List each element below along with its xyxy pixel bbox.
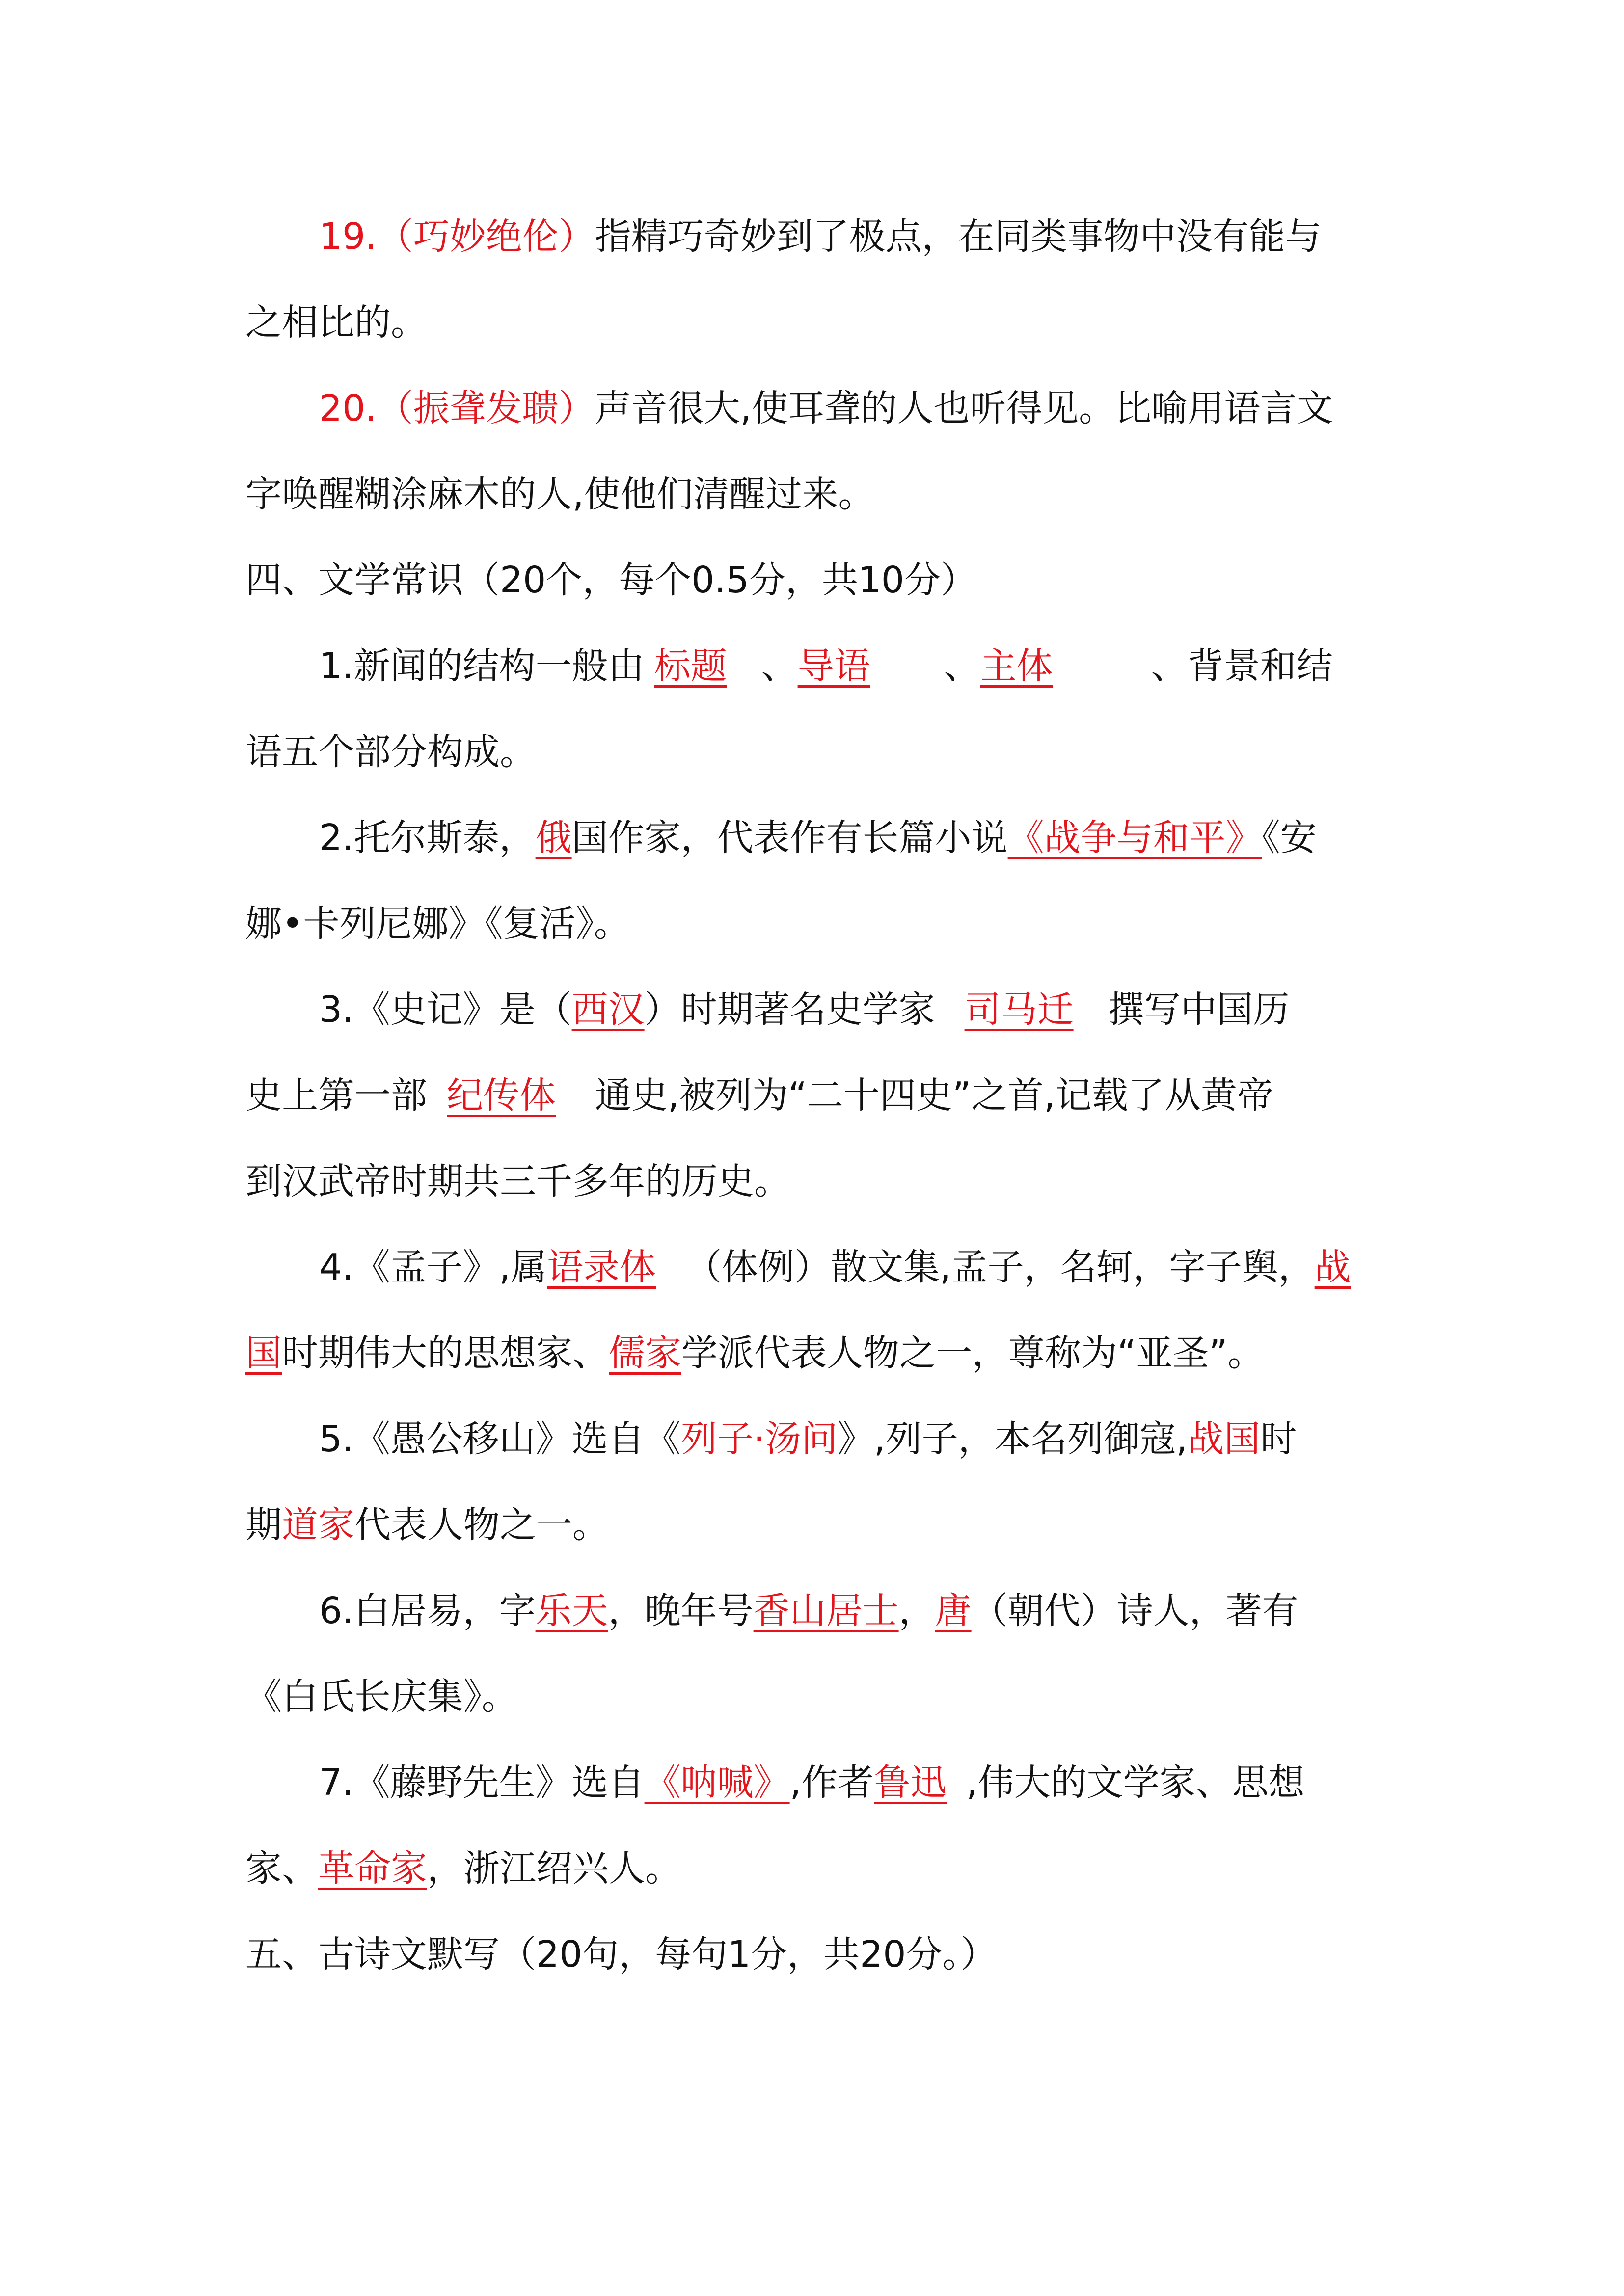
item-7-line-1 (319, 1762, 1305, 1804)
item-2-text-cont: 娜•卡列尼娜》《复活》。 (245, 903, 630, 945)
item-6-text: 6.白居易，字 (319, 1590, 536, 1632)
item-1-text: 1.新闻的结构一般由 (319, 645, 645, 687)
item-2-text: 2.托尔斯泰， (319, 817, 536, 859)
item-6-text-mid: ，晚年号 (608, 1590, 754, 1632)
item-2-text-end: 《安 (1262, 817, 1317, 859)
item-4-text-mid: （体例）散文集,孟子，名轲，字子舆， (685, 1246, 1315, 1288)
item-7-text-mid: ,作者 (789, 1762, 874, 1804)
item-7-answer-collection: 《呐喊》 (644, 1762, 790, 1804)
item-3-answer-author: 司马迁 (964, 988, 1074, 1031)
item-4-text-cont: 时期伟大的思想家、 (282, 1332, 609, 1374)
item-5-text-end: 时 (1260, 1418, 1297, 1460)
item-4-line-1 (319, 1246, 1351, 1288)
q19-definition: 指精巧奇妙到了极点，在同类事物中没有能与 (595, 215, 1322, 258)
q19-line-1 (319, 215, 1322, 258)
item-3-text-cont-2: 通史,被列为“二十四史”之首,记载了从黄帝 (595, 1074, 1273, 1117)
item-6-line-1 (319, 1590, 1299, 1632)
item-7-line-2 (245, 1847, 681, 1890)
q20-answer: 振聋发聩 (413, 387, 559, 429)
q19-definition-cont: 之相比的。 (245, 301, 427, 344)
item-1-answer-body: 主体 (980, 645, 1053, 687)
item-5-answer-school: 道家 (282, 1504, 354, 1546)
item-3-text: 3.《史记》是（ (319, 988, 572, 1031)
item-3-line-2 (245, 1074, 1273, 1117)
item-5-text-mid: 》,列子，本名列御寇, (838, 1418, 1188, 1460)
item-4-answer-style: 语录体 (547, 1246, 656, 1288)
item-3-text-cont: 史上第一部 (245, 1074, 427, 1117)
item-2-text-mid: 国作家，代表作有长篇小说 (571, 817, 1008, 859)
item-1-text-cont: 语五个部分构成。 (245, 731, 536, 773)
q20-close-paren: ） (558, 387, 595, 429)
item-2-answer-country: 俄 (535, 817, 572, 859)
q19-answer: 巧妙绝伦 (413, 215, 559, 258)
item-4-text: 4.《孟子》,属 (319, 1246, 547, 1288)
item-3-line-1 (319, 988, 1290, 1031)
item-1-sep: 、 (761, 645, 798, 687)
item-4-answer-period-part-1: 战 (1314, 1246, 1351, 1288)
item-6-answer-courtesy-name: 乐天 (535, 1590, 608, 1632)
item-2-line-1 (319, 817, 1317, 859)
q20-definition: 声音很大,使耳聋的人也听得见。比喻用语言文 (595, 387, 1333, 429)
item-6-text-end: （朝代）诗人，著有 (971, 1590, 1299, 1632)
item-4-line-2 (245, 1332, 1264, 1374)
item-1-answer-lead: 导语 (797, 645, 870, 687)
item-5-line-2 (245, 1504, 609, 1546)
item-6-answer-pseudonym: 香山居士 (753, 1590, 899, 1632)
section-4-title: 四、文学常识（20个，每个0.5分，共10分） (245, 559, 977, 601)
item-5-text-cont: 期 (245, 1504, 282, 1546)
item-7-text-cont: 家、 (245, 1847, 318, 1890)
item-6-sep: ， (898, 1590, 935, 1632)
item-1-line-2 (245, 731, 536, 773)
item-6-answer-dynasty: 唐 (935, 1590, 972, 1632)
item-3-text-end: 撰写中国历 (1108, 988, 1290, 1031)
item-4-answer-school: 儒家 (609, 1332, 681, 1374)
item-2-line-2 (245, 903, 630, 945)
item-6-text-cont: 《白氏长庆集》。 (245, 1676, 518, 1718)
item-3-line-3 (245, 1160, 790, 1202)
item-1-sep-2: 、 (944, 645, 980, 687)
q19-close-paren: ） (558, 215, 595, 258)
section-4-heading (245, 559, 977, 601)
q20-line-1 (319, 387, 1333, 429)
q20-line-2 (245, 473, 875, 515)
item-5-line-1 (319, 1418, 1297, 1460)
item-1-answer-title: 标题 (654, 645, 727, 687)
item-4-text-end: 学派代表人物之一，尊称为“亚圣”。 (681, 1332, 1264, 1374)
item-5-text: 5.《愚公移山》选自《 (319, 1418, 681, 1460)
item-5-answer-source: 列子·汤问 (680, 1418, 838, 1460)
section-5-heading (245, 1933, 997, 1976)
item-6-line-2 (245, 1676, 518, 1718)
item-7-answer-identity: 革命家 (318, 1847, 427, 1890)
q20-number: 20.（ (319, 387, 413, 429)
item-3-answer-genre: 纪传体 (447, 1074, 556, 1117)
section-5-title: 五、古诗文默写（20句，每句1分，共20分。） (245, 1933, 997, 1976)
item-3-text-cont-3: 到汉武帝时期共三千多年的历史。 (245, 1160, 790, 1202)
item-1-text-end: 、背景和结 (1151, 645, 1333, 687)
q19-number: 19.（ (319, 215, 413, 258)
q20-definition-cont: 字唤醒糊涂麻木的人,使他们清醒过来。 (245, 473, 875, 515)
item-2-answer-work: 《战争与和平》 (1007, 817, 1262, 859)
item-7-answer-author: 鲁迅 (874, 1762, 947, 1804)
item-1-line-1 (319, 645, 1333, 687)
item-7-text-end: ,伟大的文学家、思想 (966, 1762, 1305, 1804)
item-5-answer-period: 战国 (1188, 1418, 1261, 1460)
item-4-answer-period-part-2: 国 (245, 1332, 282, 1374)
item-3-text-mid: ）时期著名史学家 (644, 988, 935, 1031)
q19-line-2 (245, 301, 427, 344)
item-7-text: 7.《藤野先生》选自 (319, 1762, 645, 1804)
item-5-text-end-2: 代表人物之一。 (354, 1504, 609, 1546)
item-3-answer-dynasty: 西汉 (571, 988, 645, 1031)
item-7-text-end-2: ，浙江绍兴人。 (427, 1847, 681, 1890)
